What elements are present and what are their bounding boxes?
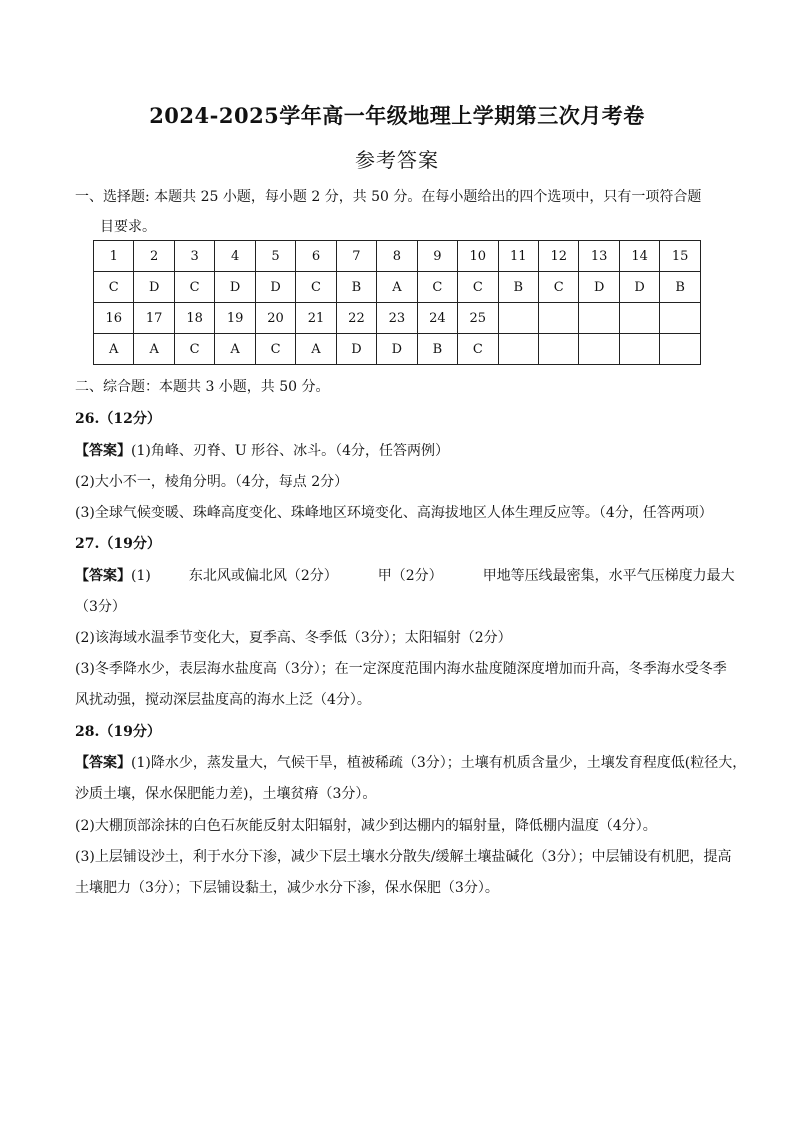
table-cell: 25 — [458, 303, 498, 334]
table-cell: 14 — [619, 241, 659, 272]
table-cell: 15 — [660, 241, 701, 272]
table-cell: 20 — [255, 303, 295, 334]
table-cell: 1 — [94, 241, 134, 272]
q27-answer-1-b: 甲（2分） — [377, 568, 443, 584]
table-row — [94, 334, 701, 365]
table-cell: 19 — [215, 303, 255, 334]
q27-header: 27.（19分） — [75, 536, 161, 552]
table-cell: 13 — [579, 241, 619, 272]
table-cell — [538, 303, 578, 334]
table-cell: 10 — [458, 241, 498, 272]
table-cell: 6 — [296, 241, 336, 272]
answer-label: 【答案】 — [75, 568, 131, 584]
q26-answer-3: (3)全球气候变暖、珠峰高度变化、珠峰地区环境变化、高海拔地区人体生理反应等。（4分，任答两项） — [75, 505, 713, 521]
table-cell: B — [417, 334, 457, 365]
table-cell: 18 — [174, 303, 214, 334]
table-cell: 22 — [336, 303, 376, 334]
table-row — [94, 303, 701, 334]
q26-answer-1-text: (1)角峰、刃脊、U 形谷、冰斗。（4分，任答两例） — [131, 443, 449, 459]
q26-header: 26.（12分） — [75, 411, 161, 427]
table-cell: D — [336, 334, 376, 365]
table-cell: 5 — [255, 241, 295, 272]
q27-answer-1-cont: （3分） — [75, 599, 126, 615]
table-cell: C — [417, 272, 457, 303]
table-cell: 24 — [417, 303, 457, 334]
table-cell: A — [296, 334, 336, 365]
table-cell: D — [579, 272, 619, 303]
table-cell — [579, 303, 619, 334]
section1-instruction: 一、选择题: 本题共 25 小题，每小题 2 分，共 50 分。在每小题给出的四个选项中，只有一项符合题 — [75, 189, 702, 205]
table-cell — [579, 334, 619, 365]
table-cell: C — [296, 272, 336, 303]
q27-answer-2: (2)该海域水温季节变化大，夏季高、冬季低（3分）；太阳辐射（2分） — [75, 630, 512, 646]
q27-answer-1-num: (1) — [131, 568, 151, 584]
table-cell — [619, 334, 659, 365]
table-cell — [498, 303, 538, 334]
q27-answer-1-c: 甲地等压线最密集，水平气压梯度力最大 — [482, 568, 735, 584]
table-cell: 8 — [377, 241, 417, 272]
table-cell: A — [215, 334, 255, 365]
section2-instruction: 二、综合题：本题共 3 小题，共 50 分。 — [75, 379, 330, 395]
table-cell: C — [255, 334, 295, 365]
q28-header: 28.（19分） — [75, 724, 161, 740]
table-cell: C — [174, 334, 214, 365]
table-cell: C — [538, 272, 578, 303]
q28-answer-1 — [75, 752, 747, 772]
q28-answer-3: (3)上层铺设沙土，利于水分下渗，减少下层土壤水分散失/缓解土壤盐碱化（3分）；中层铺设有机肥，提高 — [75, 849, 732, 865]
q27-answer-1 — [75, 565, 735, 585]
answer-label: 【答案】 — [75, 755, 131, 771]
table-cell: A — [377, 272, 417, 303]
table-cell: A — [134, 334, 174, 365]
table-cell — [498, 334, 538, 365]
table-cell: B — [660, 272, 701, 303]
table-cell: D — [619, 272, 659, 303]
table-cell: 9 — [417, 241, 457, 272]
table-cell — [660, 303, 701, 334]
table-cell — [538, 334, 578, 365]
table-cell: 12 — [538, 241, 578, 272]
q27-answer-3: (3)冬季降水少，表层海水盐度高（3分）；在一定深度范围内海水盐度随深度增加而升高，冬季海水受冬季 — [75, 661, 727, 677]
q28-answer-1-text: (1)降水少，蒸发量大，气候干旱，植被稀疏（3分）；土壤有机质含量少，土壤发育程度低(粒径大， — [131, 755, 747, 771]
table-cell — [660, 334, 701, 365]
table-cell: D — [377, 334, 417, 365]
table-row — [94, 272, 701, 303]
table-cell: C — [174, 272, 214, 303]
table-cell: 4 — [215, 241, 255, 272]
q28-answer-3-cont: 土壤肥力（3分）；下层铺设黏土，减少水分下渗，保水保肥（3分）。 — [75, 880, 499, 896]
table-cell: C — [458, 272, 498, 303]
q27-answer-3-cont: 风扰动强，搅动深层盐度高的海水上泛（4分）。 — [75, 692, 371, 708]
table-cell: 17 — [134, 303, 174, 334]
q28-answer-1-cont: 沙质土壤，保水保肥能力差)，土壤贫瘠（3分）。 — [75, 786, 377, 802]
q26-answer-2: (2)大小不一，棱角分明。（4分，每点 2分） — [75, 474, 349, 490]
table-cell: D — [255, 272, 295, 303]
table-cell: B — [498, 272, 538, 303]
table-cell: 7 — [336, 241, 376, 272]
table-row — [94, 241, 701, 272]
table-cell: 21 — [296, 303, 336, 334]
table-cell: B — [336, 272, 376, 303]
table-cell: 3 — [174, 241, 214, 272]
q26-answer-1 — [75, 440, 725, 460]
q28-answer-2: (2)大棚顶部涂抹的白色石灰能反射太阳辐射，减少到达棚内的辐射量，降低棚内温度（4分）。 — [75, 818, 657, 834]
answer-label: 【答案】 — [75, 443, 131, 459]
table-cell: A — [94, 334, 134, 365]
page-subtitle: 参考答案 — [355, 148, 439, 172]
answer-table — [93, 240, 701, 365]
table-cell: D — [134, 272, 174, 303]
table-cell: C — [458, 334, 498, 365]
table-cell: C — [94, 272, 134, 303]
table-cell: 11 — [498, 241, 538, 272]
table-cell: D — [215, 272, 255, 303]
table-cell: 23 — [377, 303, 417, 334]
page-title: 2024-2025学年高一年级地理上学期第三次月考卷 — [149, 103, 645, 128]
table-cell — [619, 303, 659, 334]
table-cell: 2 — [134, 241, 174, 272]
section1-instruction-cont: 目要求。 — [100, 219, 156, 235]
table-cell: 16 — [94, 303, 134, 334]
q27-answer-1-a: 东北风或偏北风（2分） — [188, 568, 338, 584]
